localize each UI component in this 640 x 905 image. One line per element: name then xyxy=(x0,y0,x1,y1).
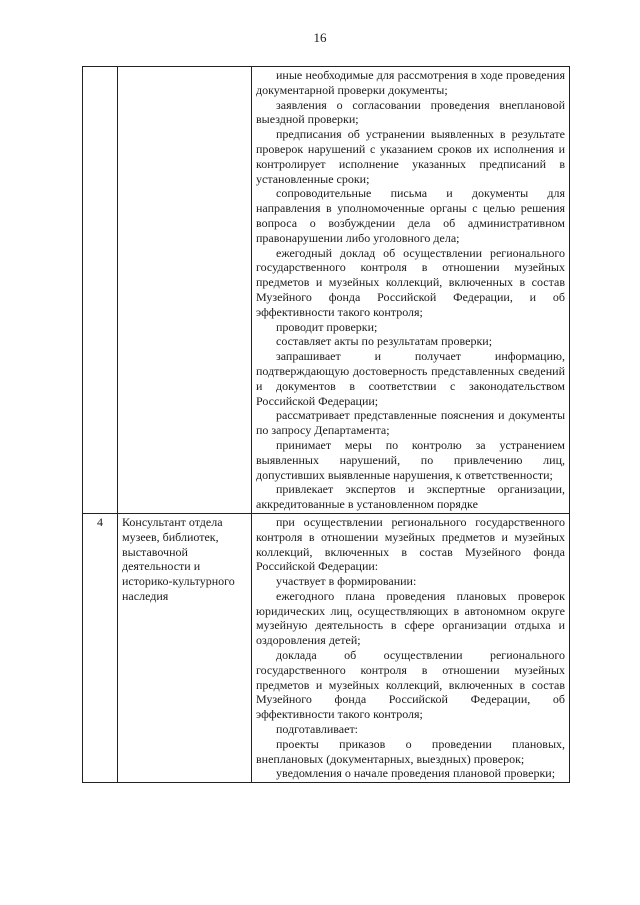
duty-paragraph: заявления о согласовании проведения внеплановой выездной проверки; xyxy=(256,97,565,127)
duty-paragraph: предписания об устранении выявленных в результате проверок нарушений с указанием сроков их исполнения и контролирует исполнение указанных предписаний в установленные сроки; xyxy=(256,127,565,186)
functions-cell xyxy=(252,513,570,782)
duty-paragraph: ежегодного плана проведения плановых проверок юридических лиц, осуществляющих в автономном округе музейную деятельность в сфере организации отдыха и оздоровления детей; xyxy=(256,588,565,648)
duties-table xyxy=(82,66,570,783)
functions-cell xyxy=(252,67,570,514)
duty-paragraph: подготавливает: xyxy=(276,722,359,737)
duty-paragraph: составляет акты по результатам проверки; xyxy=(276,334,493,349)
row-number-cell xyxy=(83,67,118,514)
duty-paragraph: проводит проверки; xyxy=(276,319,378,334)
duty-paragraph: принимает меры по контролю за устранением выявленных нарушений, по привлечению лиц, допустивших выявленные нарушения, к ответственности; xyxy=(256,437,565,482)
duty-paragraph: доклада об осуществлении регионального государственного контроля в отношении музейных предметов и музейных коллекций, включенных в состав Музейного фонда Российской Федерации, об эффективности такого контроля; xyxy=(256,648,565,722)
duty-paragraph: иные необходимые для рассмотрения в ходе проведения документарной проверки документы; xyxy=(256,68,565,97)
duty-paragraph: проекты приказов о проведении плановых, внеплановых (документарных, выездных) проверок; xyxy=(256,736,565,766)
duty-paragraph: уведомления о начале проведения плановой проверки; xyxy=(276,766,556,781)
duty-paragraph: запрашивает и получает информацию, подтверждающую достоверность представленных сведений и документов в соответствии с законодательством Российской Федерации; xyxy=(256,349,565,408)
duty-paragraph: ежегодный доклад об осуществлении регионального государственного контроля в отношении музейных предметов и музейных коллекций, включенных в состав Музейного фонда Российской Федерации, и об эффективности такого контроля; xyxy=(256,245,565,319)
duty-paragraph: при осуществлении регионального государственного контроля в отношении музейных предметов и музейных коллекций, включенных в состав Музейного фонда Российской Федерации: xyxy=(256,514,565,574)
position-cell: Консультант отдела музеев, библиотек, выставочной деятельности и историко-культурного наследия xyxy=(118,513,252,782)
table-row xyxy=(83,513,570,782)
duty-paragraph: привлекает экспертов и экспертные организации, аккредитованные в установленном порядке xyxy=(256,482,565,512)
position-cell xyxy=(118,67,252,514)
duty-paragraph: рассматривает представленные пояснения и документы по запросу Департамента; xyxy=(256,408,565,438)
duty-paragraph: сопроводительные письма и документы для направления в уполномоченные органы с целью решения вопроса о возбуждении дела об административном правонарушении либо уголовного дела; xyxy=(256,186,565,245)
duty-paragraph: участвует в формировании: xyxy=(276,574,417,589)
row-number-cell: 4 xyxy=(83,513,118,782)
page-number: 16 xyxy=(313,30,327,45)
table-row xyxy=(83,67,570,514)
